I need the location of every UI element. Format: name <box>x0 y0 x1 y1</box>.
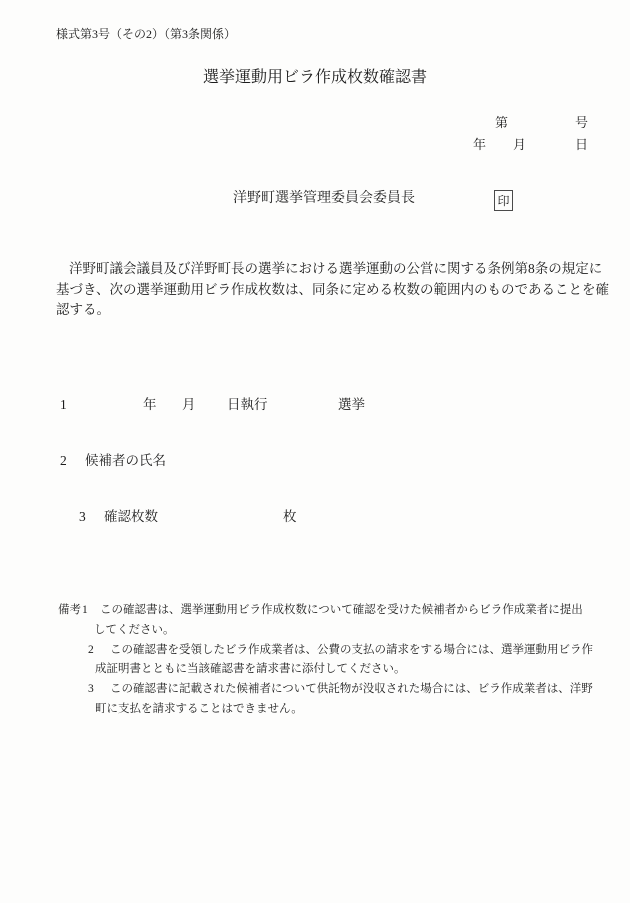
seal-box <box>494 190 513 211</box>
remark-1-number: 1 <box>82 604 88 616</box>
item-3-number: 3 <box>79 509 86 524</box>
item-3-unit-label: 枚 <box>283 509 297 524</box>
body-line: 洋野町議会議員及び洋野町長の選挙における選挙運動の公営に関する条例第8条の規定に <box>69 261 603 276</box>
item-3-label: 確認枚数 <box>104 509 158 524</box>
date-month-label: 月 <box>513 137 527 152</box>
item-1-day-exec-label: 日執行 <box>227 397 268 412</box>
body-line: 基づき、次の選挙運動用ビラ作成枚数は、同条に定める枚数の範囲内のものであることを確 <box>56 281 609 297</box>
remark-2-number: 2 <box>88 644 94 656</box>
remark-3-line-2: 町に支払を請求することはできません。 <box>95 703 303 715</box>
remark-3-number: 3 <box>88 683 94 695</box>
body-paragraph <box>56 259 609 321</box>
seal-label: 印 <box>497 194 510 208</box>
doc-number-suffix-label: 号 <box>575 115 589 130</box>
remark-1-line-2: してください。 <box>94 624 175 636</box>
item-2-label: 候補者の氏名 <box>85 453 166 468</box>
date-day-label: 日 <box>575 137 589 152</box>
item-1-number: 1 <box>60 397 67 412</box>
remarks-label: 備考 <box>58 604 81 616</box>
item-1-month-label: 月 <box>182 397 196 412</box>
doc-number-prefix-label: 第 <box>495 115 509 130</box>
document-title: 選挙運動用ビラ作成枚数確認書 <box>202 69 427 86</box>
item-2-number: 2 <box>60 453 67 468</box>
addressee-label: 洋野町選挙管理委員会委員長 <box>233 191 415 206</box>
body-line: 認する。 <box>56 302 110 317</box>
remark-2-line-1: この確認書を受領したビラ作成業者は、公費の支払の請求をする場合には、選挙運動用ビラ作 <box>110 644 593 656</box>
form-number-label: 様式第3号（その2）（第3条関係） <box>56 27 237 41</box>
item-1-year-label: 年 <box>143 397 157 412</box>
remark-3-line-1: この確認書に記載された候補者について供託物が没収された場合には、ビラ作成業者は、洋野 <box>110 683 593 695</box>
item-1-election-label: 選挙 <box>338 397 365 412</box>
remark-1-line-1: この確認書は、選挙運動用ビラ作成枚数について確認を受けた候補者からビラ作成業者に提出 <box>100 604 583 616</box>
date-year-label: 年 <box>473 137 487 152</box>
remark-2-line-2: 成証明書とともに当該確認書を請求書に添付してください。 <box>95 663 406 675</box>
